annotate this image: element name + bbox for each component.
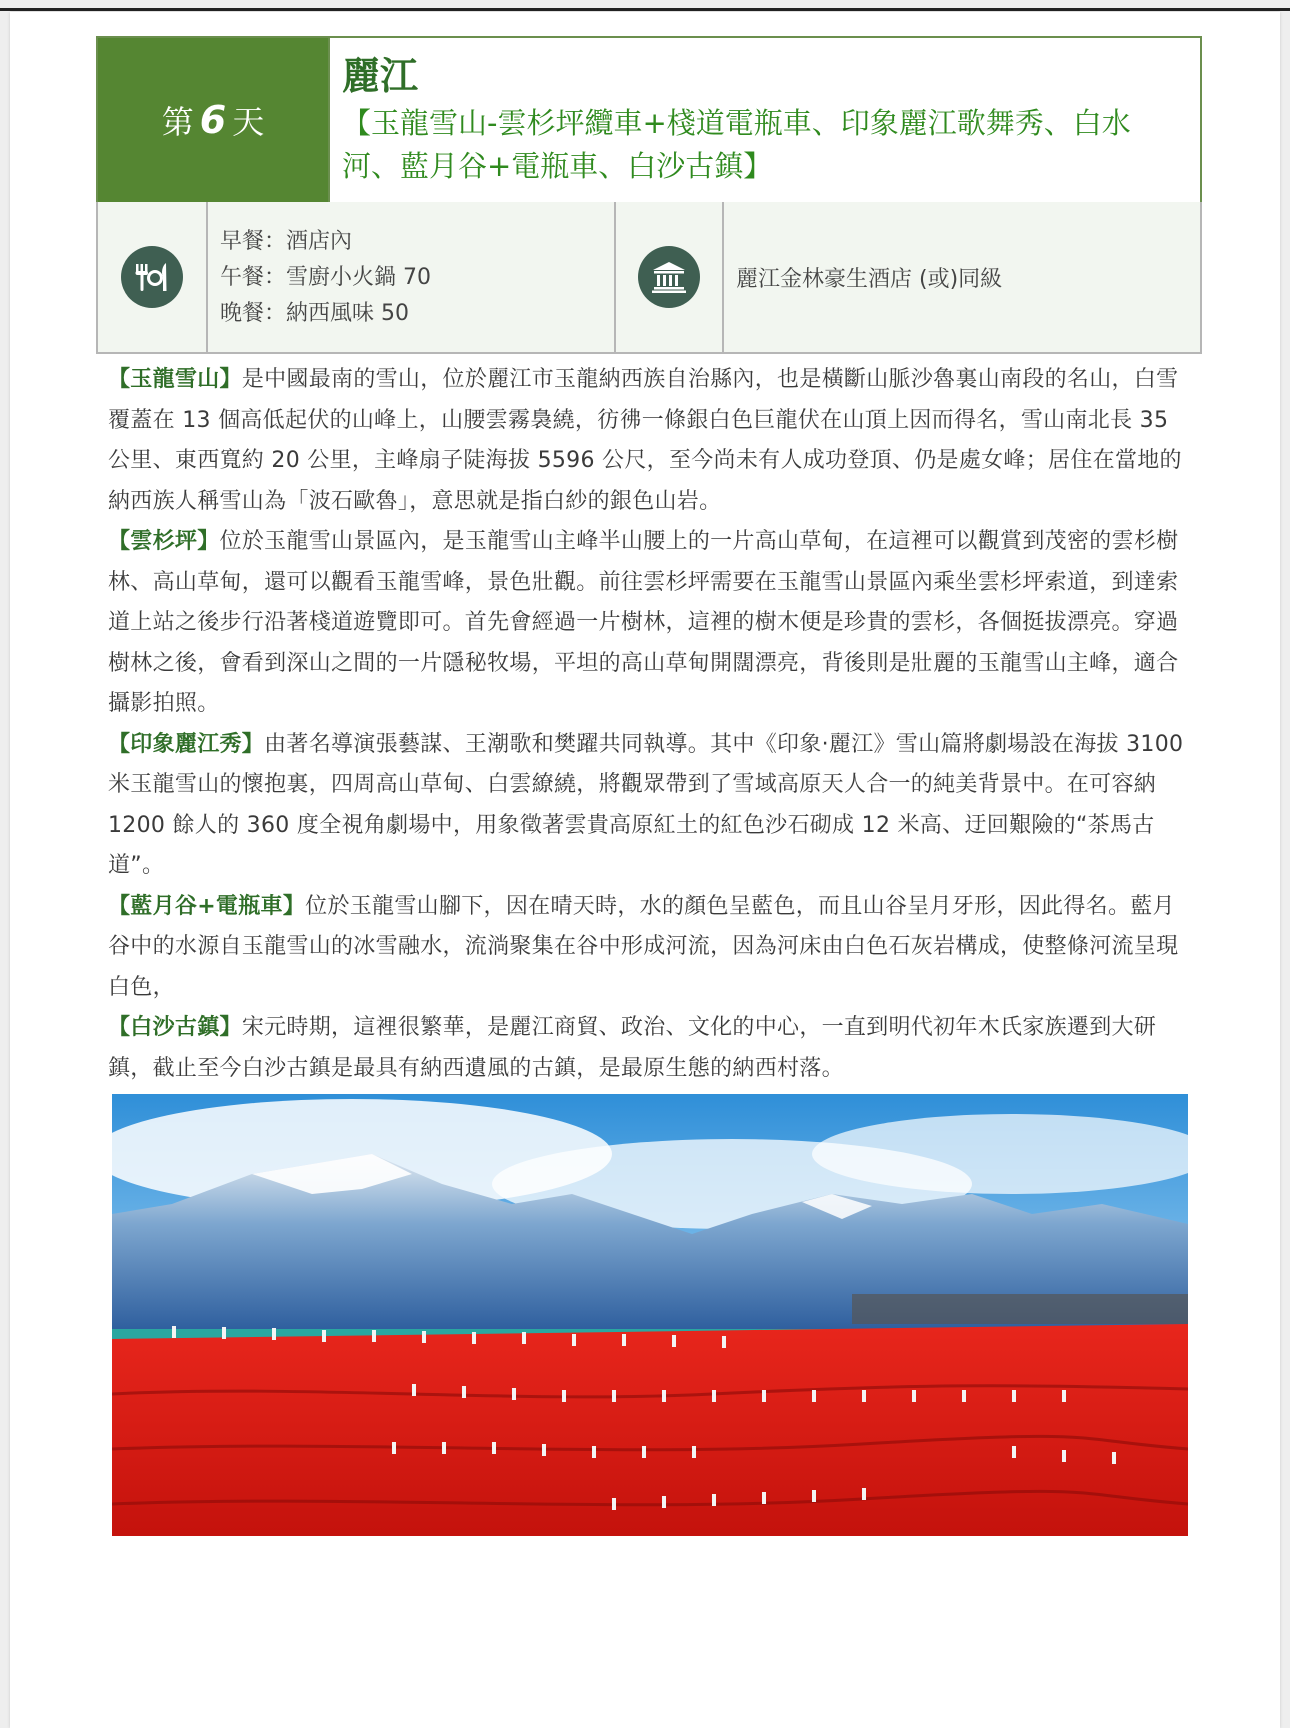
section-text: 位於玉龍雪山腳下，因在晴天時，水的顏色呈藍色，而且山谷呈月牙形，因此得名。藍月谷中的水源自玉龍雪山的冰雪融水，流淌聚集在谷中形成河流，因為河床由白色石灰岩構成，使整條河流呈現白色， [108,893,1179,1000]
dinner: 晚餐：納西風味 50 [220,301,409,326]
day-header [96,36,1202,204]
section-heading: 【雲杉坪】 [108,529,220,554]
hotel-icon-cell [616,202,724,352]
city-name: 麗江 [342,54,419,98]
meal-hotel-info [96,202,1202,354]
top-divider [0,8,1290,11]
day-number: 6 [199,98,227,142]
section-impression-show [108,725,1192,887]
impression-lijiang-photo [112,1094,1188,1536]
breakfast: 早餐：酒店內 [220,229,353,254]
lunch: 午餐：雪廚小火鍋 70 [220,265,431,290]
section-baisha-town [108,1008,1192,1089]
section-heading: 【印象麗江秀】 [108,731,265,757]
photo-illustration [112,1094,1188,1536]
section-jade-dragon [108,360,1192,522]
section-text: 是中國最南的雪山，位於麗江市玉龍納西族自治縣內，也是橫斷山脈沙魯裏山南段的名山，白雪覆蓋在 13 個高低起伏的山峰上，山腰雲霧裊繞，彷彿一條銀白色巨龍伏在山頂上因而得名，雪山南北長 35 公里、東西寬約 20 公里，主峰扇子陡海拔 5596 公尺，至今尚未有人成功登頂、仍是處女峰；居住在當地的納西族人稱雪山為「波石歐魯」，意思就是指白紗的銀色山岩。 [108,367,1182,514]
section-spruce-meadow [108,522,1192,725]
day-title [328,38,1200,202]
route-description: 【玉龍雪山-雲杉坪纜車+棧道電瓶車、印象麗江歌舞秀、白水河、藍月谷+電瓶車、白沙古鎮】 [342,106,1131,183]
day-label [98,38,328,202]
attraction-descriptions [108,360,1192,1089]
section-heading: 【玉龍雪山】 [108,367,242,392]
section-heading: 【藍月谷+電瓶車】 [108,893,306,919]
section-text: 位於玉龍雪山景區內，是玉龍雪山主峰半山腰上的一片高山草甸，在這裡可以觀賞到茂密的雲杉樹林、高山草甸，還可以觀看玉龍雪峰，景色壯觀。前往雲杉坪需要在玉龍雪山景區內乘坐雲杉坪索道，到達索道上站之後步行沿著棧道遊覽即可。首先會經過一片樹林，這裡的樹木便是珍貴的雲杉，各個挺拔漂亮。穿過樹林之後，會看到深山之間的一片隱秘牧場，平坦的高山草甸開闊漂亮，背後則是壯麗的玉龍雪山主峰，適合攝影拍照。 [108,529,1179,716]
hotel-building-icon [638,246,700,308]
section-blue-moon-valley [108,887,1192,1009]
section-text: 宋元時期，這裡很繁華，是麗江商貿、政治、文化的中心，一直到明代初年木氏家族遷到大研鎮，截止至今白沙古鎮是最具有納西遺風的古鎮，是最原生態的納西村落。 [108,1015,1157,1081]
meals-list [208,202,616,352]
section-heading: 【白沙古鎮】 [108,1015,242,1040]
restaurant-icon [121,246,183,308]
meal-icon-cell [98,202,208,352]
day-prefix: 第 [161,103,194,141]
hotel-name: 麗江金林豪生酒店 (或)同級 [736,266,1003,292]
day-suffix: 天 [232,103,265,141]
section-text: 由著名導演張藝謀、王潮歌和樊躍共同執導。其中《印象·麗江》雪山篇將劇場設在海拔 3100 米玉龍雪山的懷抱裏，四周高山草甸、白雲繚繞，將觀眾帶到了雪域高原天人合一的純美背景中。在可容納 1200 餘人的 360 度全視角劇場中，用象徵著雲貴高原紅土的紅色沙石砌成 12 米高、迂回艱險的“茶馬古道”。 [108,731,1184,878]
